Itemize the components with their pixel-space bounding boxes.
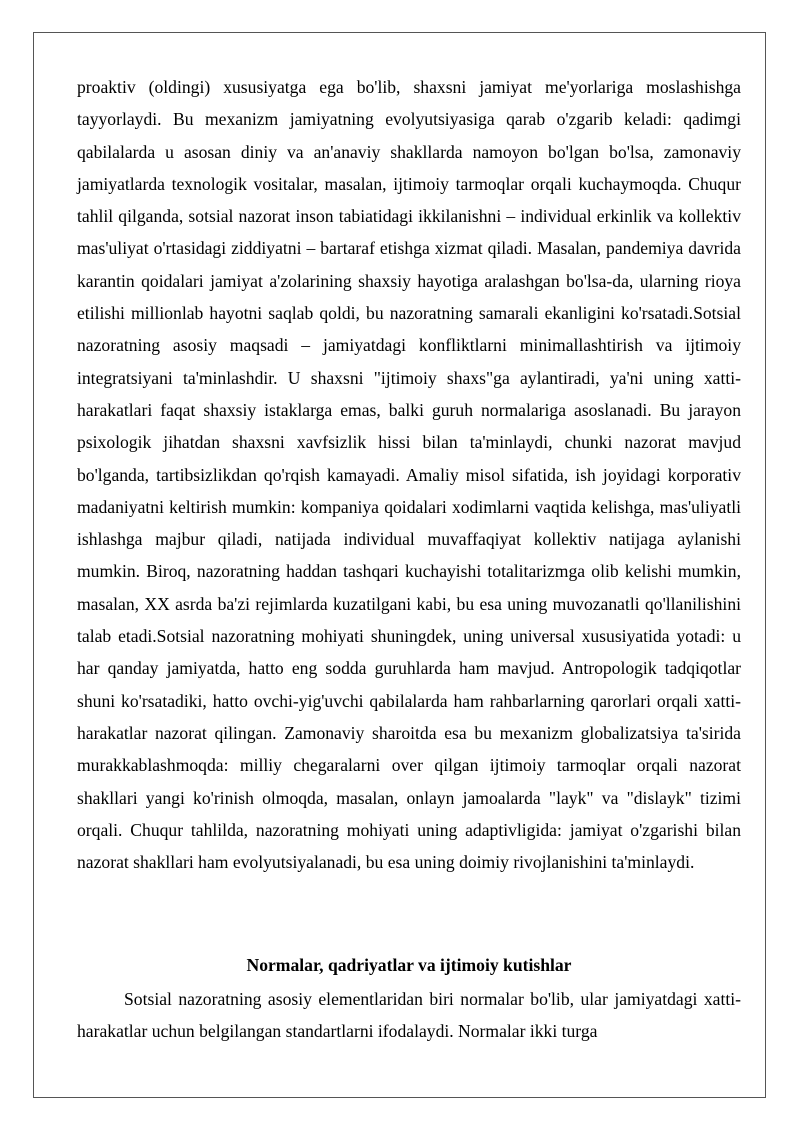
body-paragraph-continued: proaktiv (oldingi) xususiyatga ega bo'lib, shaxsni jamiyat me'yorlariga moslashishga tayyorlaydi. Bu mexanizm jamiyatning evolyutsiyasiga qarab o'zgarib keladi: qadimgi qabilalarda u asosan diniy va an'anaviy shakllarda namoyon bo'lgan bo'lsa, zamonaviy jamiyatlarda texnologik vositalar, masalan, ijtimoiy tarmoqlar orqali kuchaymoqda. Chuqur tahlil qilganda, sotsial nazorat inson tabiatidagi ikkilanishni – individual erkinlik va kollektiv mas'uliyat o'rtasidagi ziddiyatni – bartaraf etishga xizmat qiladi. Masalan, pandemiya davrida karantin qoidalari jamiyat a'zolarining shaxsiy hayotiga aralashgan bo'lsa-da, ularning rioya etilishi millionlab hayotni saqlab qoldi, bu nazoratning samarali ekanligini ko'rsatadi.Sotsial nazoratning asosiy maqsadi – jamiyatdagi konfliktlarni minimallashtirish va ijtimoiy integratsiyani ta'minlashdir. U shaxsni "ijtimoiy shaxs"ga aylantiradi, ya'ni uning xatti-harakatlari faqat shaxsiy istaklarga emas, balki guruh normalariga asoslanadi. Bu jarayon psixologik jihatdan shaxsni xavfsizlik hissi bilan ta'minlaydi, chunki nazorat mavjud bo'lganda, tartibsizlikdan qo'rqish kamayadi. Amaliy misol sifatida, ish joyidagi korporativ madaniyatni keltirish mumkin: kompaniya qoidalari xodimlarni vaqtida kelishga, mas'uliyatli ishlashga majbur qiladi, natijada individual muvaffaqiyat kollektiv natijaga aylanishi mumkin. Biroq, nazoratning haddan tashqari kuchayishi totalitarizmga olib kelishi mumkin, masalan, XX asrda ba'zi rejimlarda kuzatilgani kabi, bu esa uning muvozanatli qo'llanilishini talab etadi.Sotsial nazoratning mohiyati shuningdek, uning universal xususiyatida yotadi: u har qanday jamiyatda, hatto eng sodda guruhlarda ham mavjud. Antropologik tadqiqotlar shuni ko'rsatadiki, hatto ovchi-yig'uvchi qabilalarda ham rahbarlarning qarorlari orqali xatti-harakatlar nazorat qilingan. Zamonaviy sharoitda esa bu mexanizm globalizatsiya ta'sirida murakkablashmoqda: milliy chegaralarni over qilgan ijtimoiy tarmoqlar orqali nazorat shakllari yangi ko'rinish olmoqda, masalan, onlayn jamoalarda "layk" va "dislayk" tizimi orqali. Chuqur tahlilda, nazoratning mohiyati uning adaptivligida: jamiyat o'zgarishi bilan nazorat shakllari ham evolyutsiyalanadi, bu esa uning doimiy rivojlanishini ta'minlaydi. xyxy=(77,77,741,873)
section-heading: Normalar, qadriyatlar va ijtimoiy kutishlar xyxy=(246,955,572,975)
body-paragraph-new-section: Sotsial nazoratning asosiy elementlaridan biri normalar bo'lib, ular jamiyatdagi xatti-harakatlar uchun belgilangan standartlarni ifodalaydi. Normalar ikki turga xyxy=(77,989,741,1042)
